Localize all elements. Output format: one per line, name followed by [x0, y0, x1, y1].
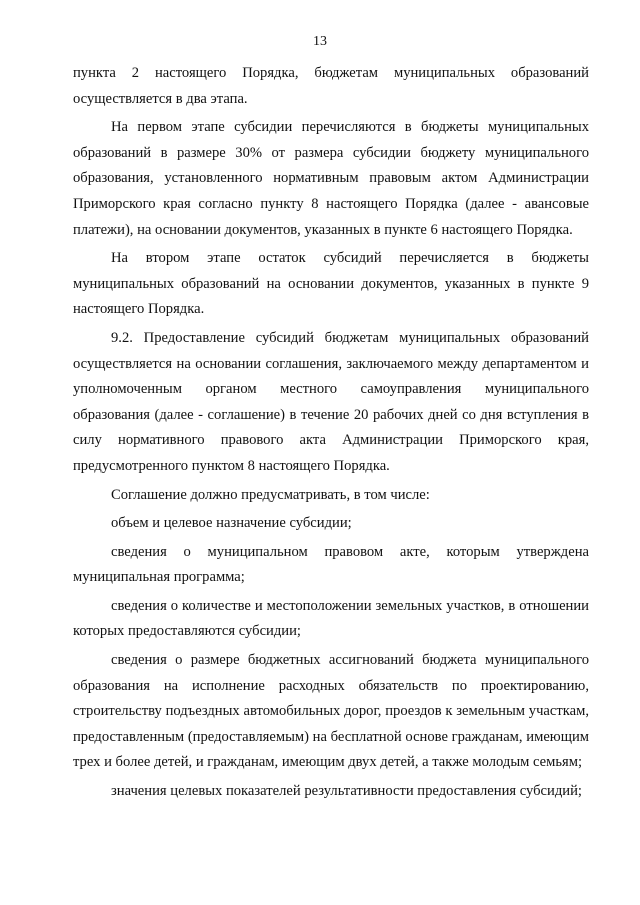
document-body — [73, 61, 589, 805]
paragraph-10: значения целевых показателей результативности предоставления субсидий; — [111, 783, 582, 800]
paragraph-2: На первом этапе субсидии перечисляются в бюджеты муниципальных образований в размере 30% от размера субсидии бюджету муниципального образования, установленного нормативным правовым актом Администрации Приморского края согласно пункту 8 настоящего Порядка (далее - авансовые платежи), на основании документов, указанных в пункте 6 настоящего Порядка. — [73, 119, 589, 238]
paragraph-9: сведения о размере бюджетных ассигнований бюджета муниципального образования на исполнение расходных обязательств по проектированию, строительству подъездных автомобильных дорог, проездов к земельным участкам, предоставленным (предоставляемым) на бесплатной основе гражданам, имеющим трех и более детей, и гражданам, имеющим двух детей, а также молодым семьям; — [73, 652, 589, 771]
paragraph-1: пункта 2 настоящего Порядка, бюджетам муниципальных образований осуществляется в два этапа. — [73, 65, 589, 107]
paragraph-8: сведения о количестве и местоположении земельных участков, в отношении которых предоставляются субсидии; — [73, 597, 589, 640]
paragraph-5: Соглашение должно предусматривать, в том числе: — [111, 486, 430, 503]
page-number: 13 — [313, 34, 327, 49]
paragraph-3: На втором этапе остаток субсидий перечисляется в бюджеты муниципальных образований на основании документов, указанных в пункте 9 настоящего Порядка. — [73, 250, 589, 318]
paragraph-7: сведения о муниципальном правовом акте, которым утверждена муниципальная программа; — [73, 543, 589, 586]
paragraph-4: 9.2. Предоставление субсидий бюджетам муниципальных образований осуществляется на основании соглашения, заключаемого между департаментом и уполномоченным органом местного самоуправления муниципального образования (далее - соглашение) в течение 20 рабочих дней со дня вступления в силу нормативного правового акта Администрации Приморского края, предусмотренного пунктом 8 настоящего Порядка. — [73, 329, 589, 474]
paragraph-6: объем и целевое назначение субсидии; — [111, 515, 352, 532]
